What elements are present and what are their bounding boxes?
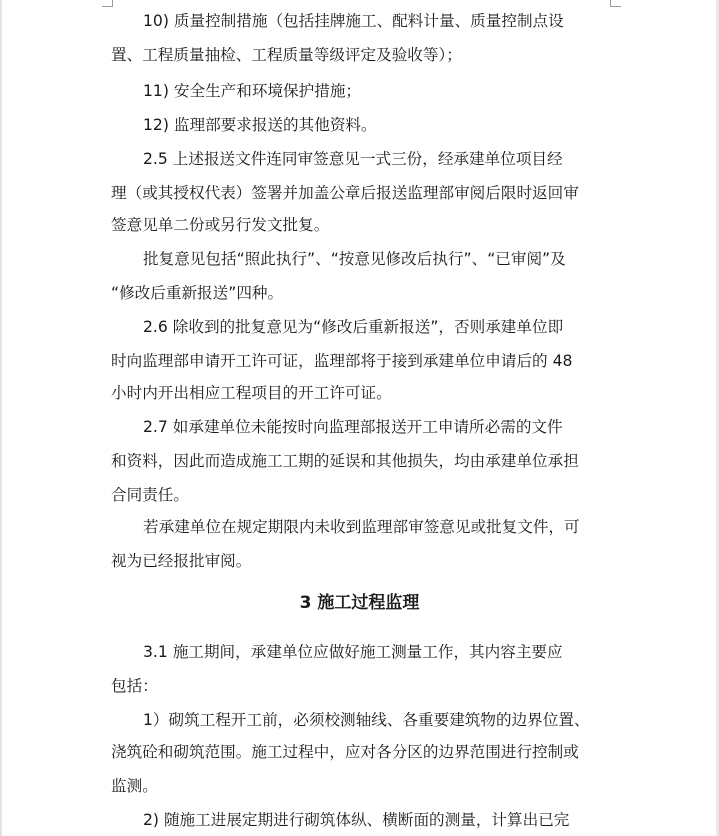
paragraph-line: 12) 监理部要求报送的其他资料。: [143, 116, 377, 134]
paragraph-line: 签意见单二份或另行发文批复。: [111, 216, 330, 234]
page-left-edge: [0, 0, 2, 836]
paragraph-line: 2) 随施工进展定期进行砌筑体纵、横断面的测量，计算出已完: [143, 811, 570, 829]
paragraph-line: 包括：: [111, 677, 158, 695]
paragraph-line: 11) 安全生产和环境保护措施；: [143, 82, 362, 100]
paragraph-line: 置、工程质量抽检、工程质量等级评定及验收等）；: [111, 46, 462, 64]
paragraph-line: 小时内开出相应工程项目的开工许可证。: [111, 384, 392, 402]
paragraph-line: 2.6 除收到的批复意见为“修改后重新报送”，否则承建单位即: [143, 318, 564, 336]
paragraph-line: 若承建单位在规定期限内未收到监理部审签意见或批复文件，可: [143, 518, 580, 536]
paragraph-line: “修改后重新报送”四种。: [111, 284, 284, 302]
paragraph-line: 理（或其授权代表）签署并加盖公章后报送监理部审阅后限时返回审: [111, 184, 579, 202]
paragraph-line: 浇筑砼和砌筑范围。施工过程中，应对各分区的边界范围进行控制或: [111, 743, 579, 761]
paragraph-line: 1）砌筑工程开工前，必须校测轴线、各重要建筑物的边界位置、: [143, 711, 590, 729]
left-margin-crop-mark: [102, 0, 113, 7]
paragraph-line: 视为已经报批审阅。: [111, 552, 252, 570]
paragraph-line: 批复意见包括“照此执行”、“按意见修改后执行”、“已审阅”及: [143, 250, 566, 268]
paragraph-line: 时向监理部申请开工许可证，监理部将于接到承建单位申请后的 48: [111, 352, 573, 370]
section-heading: 3 施工过程监理: [299, 593, 420, 613]
paragraph-line: 3.1 施工期间，承建单位应做好施工测量工作，其内容主要应: [143, 643, 563, 661]
paragraph-line: 监测。: [111, 777, 158, 795]
paragraph-line: 2.7 如承建单位未能按时向监理部报送开工申请所必需的文件: [143, 418, 563, 436]
paragraph-line: 和资料，因此而造成施工工期的延误和其他损失，均由承建单位承担: [111, 452, 579, 470]
paragraph-line: 2.5 上述报送文件连同审签意见一式三份，经承建单位项目经: [143, 150, 563, 168]
paragraph-line: 合同责任。: [111, 486, 189, 504]
paragraph-line: 10) 质量控制措施（包括挂牌施工、配料计量、质量控制点设: [143, 12, 564, 30]
right-margin-crop-mark: [610, 0, 621, 7]
